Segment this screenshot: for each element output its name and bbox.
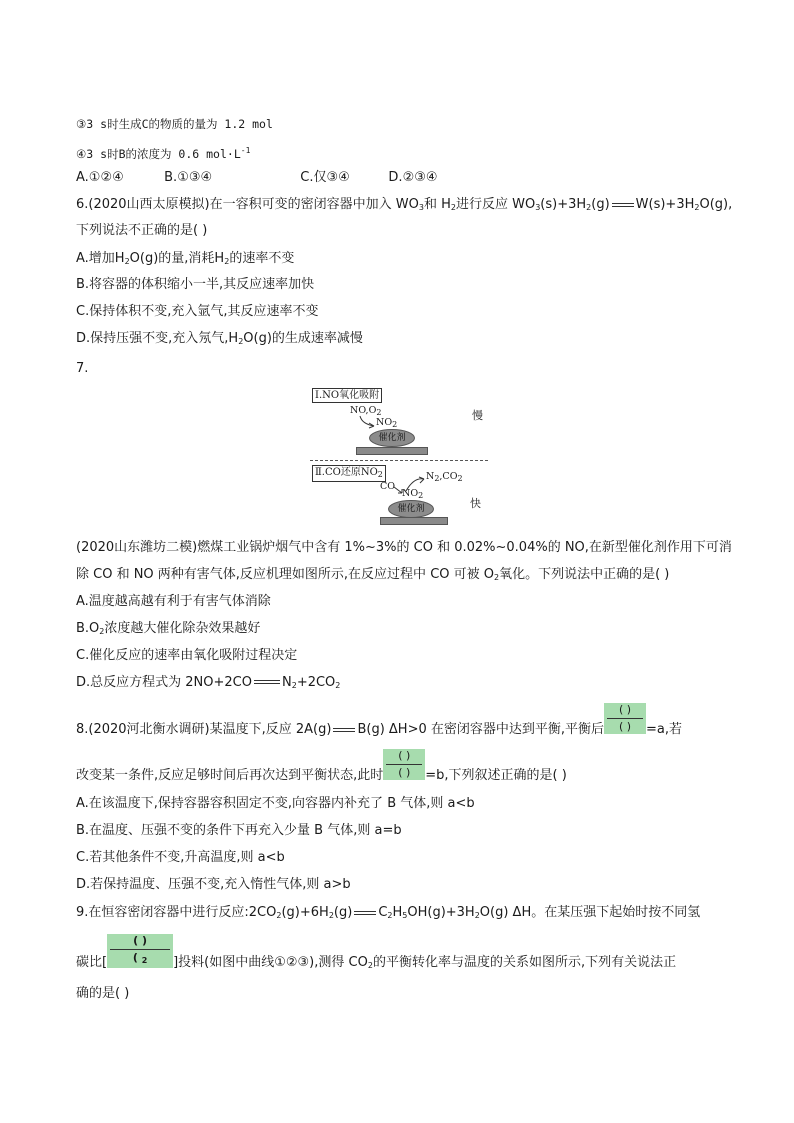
q9-stem-line2: 碳比[ $\frac{( )}{( _2}$ ]投料(如图中曲线①②③),测得 $CO_2$的平衡转化率与温度的关系如图所示,下列有关说法正 [76, 933, 677, 970]
q6-option-c[interactable]: C.保持体积不变,充入氩气,其反应速率不变 [76, 304, 319, 319]
statement-4-sup: -1 [240, 146, 251, 155]
fast-label: 快 [470, 497, 481, 510]
q7-option-d-text2: N [281, 675, 292, 690]
q9-stem-a: 9.在恒容密闭容器中进行反应:2CO [76, 905, 277, 920]
q8-fraction-1: $\frac{( )}{( )}$ [604, 703, 646, 734]
q9-stem-line3: 确的是( ) [76, 986, 130, 1001]
q6-option-b[interactable]: B.将容器的体积缩小一半,其反应速率加快 [76, 277, 315, 292]
q6-option-a[interactable]: A.增加$H_2O(g)$的量,消耗$H_2$的速率不变 [76, 251, 295, 266]
statement-4-text: ④3 s时B的浓度为 0.6 mol·L [76, 147, 241, 161]
q5-option-d[interactable]: D.②③④ [388, 170, 438, 185]
q9-fraction: $\frac{( )}{( _2}$ [107, 934, 173, 968]
support-plate-1 [356, 447, 428, 455]
statement-3-text: ③3 s时生成C的物质的量为 1.2 mol [76, 117, 273, 131]
q8-option-a[interactable]: A.在该温度下,保持容器容积固定不变,向容器内补充了 B 气体,则 a<b [76, 796, 475, 811]
slow-label: 慢 [472, 409, 483, 422]
q6-stem-c: 进行反应 WO [455, 197, 536, 212]
q9-stem2-a: 碳比[ [76, 955, 108, 970]
q9-stem-c: (g) [333, 905, 353, 920]
statement-3 [76, 115, 273, 134]
statement-4 [76, 142, 250, 164]
q8-option-b[interactable]: B.在温度、压强不变的条件下再充入少量 B 气体,则 a=b [76, 823, 402, 838]
q6-option-d-text1: D.保持压强不变,充入氖气,H [76, 331, 239, 346]
q9-stem-b: (g)+6H [281, 905, 329, 920]
q8-stem-b: B(g) ΔH>0 在密闭容器中达到平衡,平衡后 [357, 722, 605, 737]
q7-option-b[interactable]: $B.O_2$浓度越大催化除杂效果越好 [76, 621, 261, 636]
q8-option-c[interactable]: C.若其他条件不变,升高温度,则 a<b [76, 850, 285, 865]
catalyst-2: 催化剂 [388, 500, 434, 518]
q7-stem-line2-b: 氧化。下列说法中正确的是( ) [499, 567, 670, 582]
q7-option-d[interactable]: D.总反应方程式为 2NO+2CO $N_2+2CO_2$ [76, 675, 341, 690]
q8-stem-line2 [76, 749, 567, 785]
q6-option-a-text1: A.增加H [76, 251, 125, 266]
q6-stem-e: (g) [591, 197, 610, 212]
q9-stem-d: C [378, 905, 388, 920]
no2-label: $NO_2$ [402, 488, 424, 500]
q7-stem-line2: 除 CO 和 NO 两种有害气体,反应机理如图所示,在反应过程中 CO 可被 $O_2$氧化。下列说法中正确的是( ) [76, 567, 670, 582]
products2-label: $N_2,CO_2$ [426, 471, 463, 483]
q5-option-c[interactable]: C.仅③④ [300, 170, 350, 185]
q9-stem2-b: ]投料(如图中曲线①②③),测得 CO [173, 955, 368, 970]
q6-stem-f: W(s)+3H [635, 197, 695, 212]
q7-option-d-text1: D.总反应方程式为 2NO+2CO [76, 675, 252, 690]
support-plate-2 [380, 517, 448, 525]
q8-stem-line1 [76, 703, 683, 739]
q5-option-b[interactable]: B.①③④ [164, 170, 213, 185]
q8-stem2-b: =b,下列叙述正确的是( ) [425, 768, 567, 783]
q9-stem-f: OH(g)+3H [407, 905, 475, 920]
q6-stem-g: O(g), [699, 197, 733, 212]
catalyst-1: 催化剂 [369, 429, 415, 447]
q7-stem-line2-a: 除 CO 和 NO 两种有害气体,反应机理如图所示,在反应过程中 CO 可被 O [76, 567, 494, 582]
step2-label: Ⅱ.CO还原$NO_2$ [312, 465, 386, 482]
q6-option-d[interactable]: D.保持压强不变,充入氖气$,H_2O(g)$的生成速率减慢 [76, 331, 363, 346]
q7-number: 7. [76, 361, 89, 376]
q9-stem-g: O(g) ΔH。在某压强下起始时按不同氢 [479, 905, 701, 920]
q6-stem-line2: 下列说法不正确的是( ) [76, 223, 208, 238]
q8-fraction-2: $\frac{( )}{( )}$ [383, 749, 425, 780]
q6-option-a-text2: O(g)的量,消耗H [129, 251, 225, 266]
co-label: CO [380, 481, 396, 492]
q7-option-a[interactable]: A.温度越高越有利于有害气体消除 [76, 594, 271, 609]
q6-stem-d: (s)+3H [540, 197, 587, 212]
q9-stem2-c: 的平衡转化率与温度的关系如图所示,下列有关说法正 [372, 955, 677, 970]
q8-stem-c: =a,若 [646, 722, 683, 737]
q5-option-a[interactable]: A.①②④ [76, 170, 124, 185]
equals-line-icon [254, 680, 280, 685]
reaction-mechanism-figure [312, 387, 494, 533]
q7-option-b-text2: 浓度越大催化除杂效果越好 [104, 621, 261, 636]
q7-option-b-text1: B.O [76, 621, 100, 636]
q6-stem-b: 和 H [423, 197, 451, 212]
q8-stem-a: 8.(2020河北衡水调研)某温度下,反应 2A(g) [76, 722, 332, 737]
equilibrium-arrow-icon [354, 910, 376, 916]
q7-option-c[interactable]: C.催化反应的速率由氧化吸附过程决定 [76, 648, 298, 663]
q8-option-d[interactable]: D.若保持温度、压强不变,充入惰性气体,则 a>b [76, 877, 351, 892]
q6-stem-line1: 6.(2020山西太原模拟)在一容积可变的密闭容器中加入 $WO_3$和 $H_2$进行反应 $WO_3(s)+3H_2(g)$ $W(s)+3H_2O(g)$, [76, 197, 733, 212]
q6-stem-a: 6.(2020山西太原模拟)在一容积可变的密闭容器中加入 WO [76, 197, 419, 212]
q8-stem2-a: 改变某一条件,反应足够时间后再次达到平衡状态,此时 [76, 768, 384, 783]
q7-option-d-text3: +2CO [296, 675, 336, 690]
product1-label: $NO_2$ [376, 417, 398, 429]
step1-label: Ⅰ.NO氧化吸附 [312, 388, 382, 403]
equilibrium-arrow-icon [612, 202, 634, 208]
equilibrium-arrow-icon [333, 727, 355, 733]
q9-stem-line1: 9.在恒容密闭容器中进行反应$:2CO_2(g)+6H_2(g)$ $C_2H_5OH(g)+3H_2O(g)$ ΔH。在某压强下起始时按不同氢 [76, 905, 701, 920]
q7-stem-line1: (2020山东潍坊二模)燃煤工业锅炉烟气中含有 1%~3%的 CO 和 0.02%~0.04%的 NO,在新型催化剂作用下可消 [76, 540, 732, 555]
q9-stem-e: H [392, 905, 403, 920]
q5-options [76, 169, 438, 187]
q6-option-d-text2: O(g)的生成速率减慢 [243, 331, 363, 346]
reactant-label: $NO,O_2$ [350, 405, 382, 417]
divider-dashed [310, 460, 488, 461]
q6-option-a-text3: 的速率不变 [229, 251, 295, 266]
